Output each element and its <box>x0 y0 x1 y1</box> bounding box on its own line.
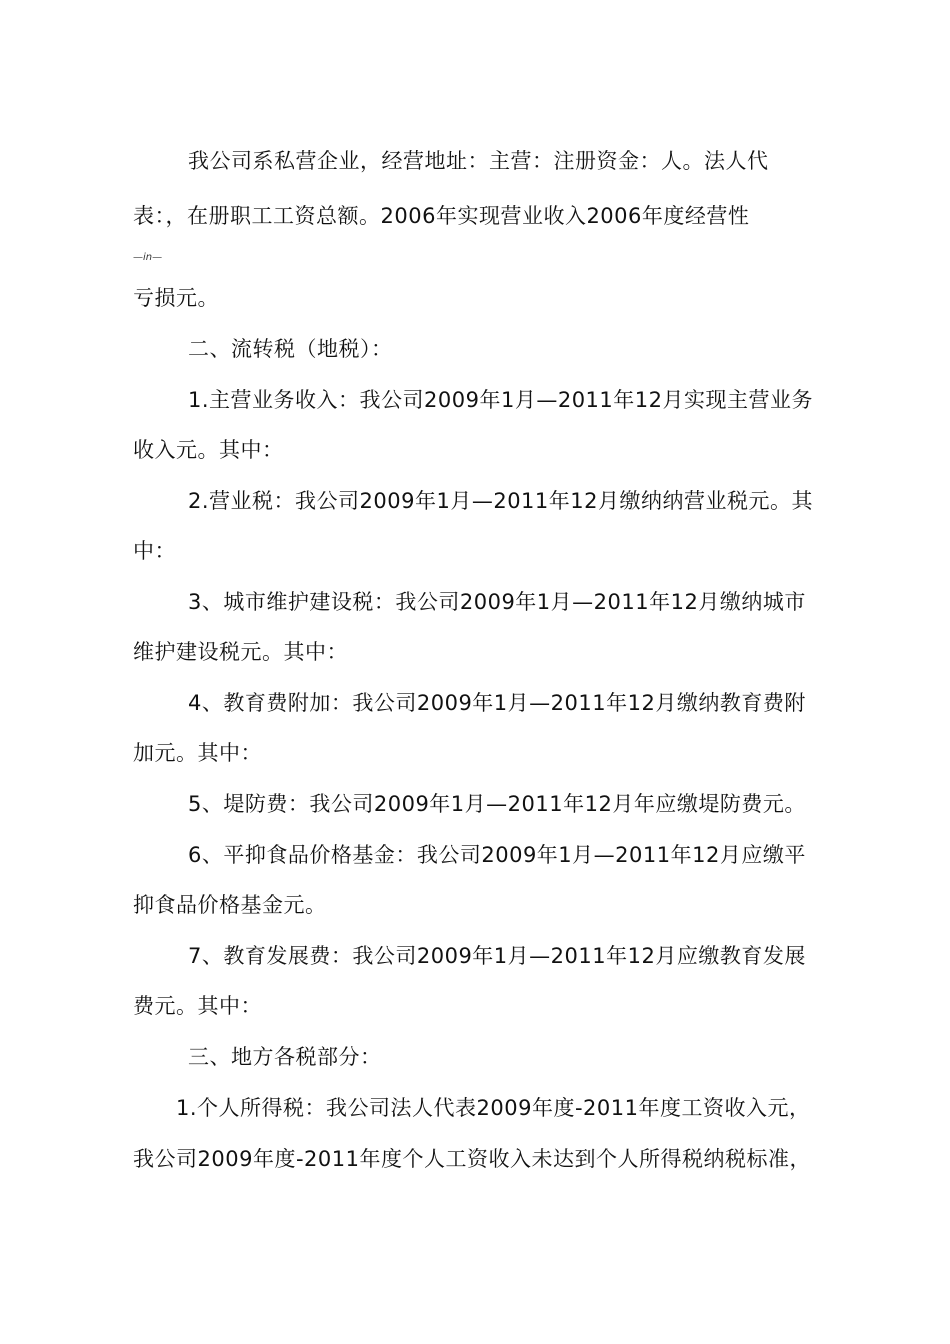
text-line-tax1b: 我公司2009年度-2011年度个人工资收入未达到个人所得税纳税标准， <box>133 1147 811 1171</box>
page-break-marker: —in— <box>133 252 163 263</box>
text-line-item1a: 1.主营业务收入：我公司2009年1月—2011年12月实现主营业务 <box>188 388 814 412</box>
text-line-tax1a: 1.个人所得税：我公司法人代表2009年度-2011年度工资收入元， <box>176 1096 811 1120</box>
text-line-2: 表：，在册职工工资总额。2006年实现营业收入2006年度经营性 <box>133 204 750 228</box>
text-line-item5: 5、堤防费：我公司2009年1月—2011年12月年应缴堤防费元。 <box>188 792 806 816</box>
section-heading-three: 三、地方各税部分： <box>188 1045 382 1069</box>
text-line-item7b: 费元。其中： <box>133 994 262 1018</box>
text-line-3: 亏损元。 <box>133 286 219 310</box>
text-line-item6b: 抑食品价格基金元。 <box>133 893 327 917</box>
text-line-item6a: 6、平抑食品价格基金：我公司2009年1月—2011年12月应缴平 <box>188 843 806 867</box>
text-line-item7a: 7、教育发展费：我公司2009年1月—2011年12月应缴教育发展 <box>188 944 806 968</box>
text-line-item2b: 中： <box>133 539 176 563</box>
text-line-item4a: 4、教育费附加：我公司2009年1月—2011年12月缴纳教育费附 <box>188 691 806 715</box>
text-line-item4b: 加元。其中： <box>133 741 262 765</box>
text-line-item2a: 2.营业税：我公司2009年1月—2011年12月缴纳纳营业税元。其 <box>188 489 814 513</box>
text-line-1: 我公司系私营企业，经营地址：主营：注册资金：人。法人代 <box>188 149 769 173</box>
text-line-item3a: 3、城市维护建设税：我公司2009年1月—2011年12月缴纳城市 <box>188 590 806 614</box>
section-heading-two: 二、流转税（地税）： <box>188 337 393 361</box>
text-line-item3b: 维护建设税元。其中： <box>133 640 348 664</box>
text-line-item1b: 收入元。其中： <box>133 438 284 462</box>
